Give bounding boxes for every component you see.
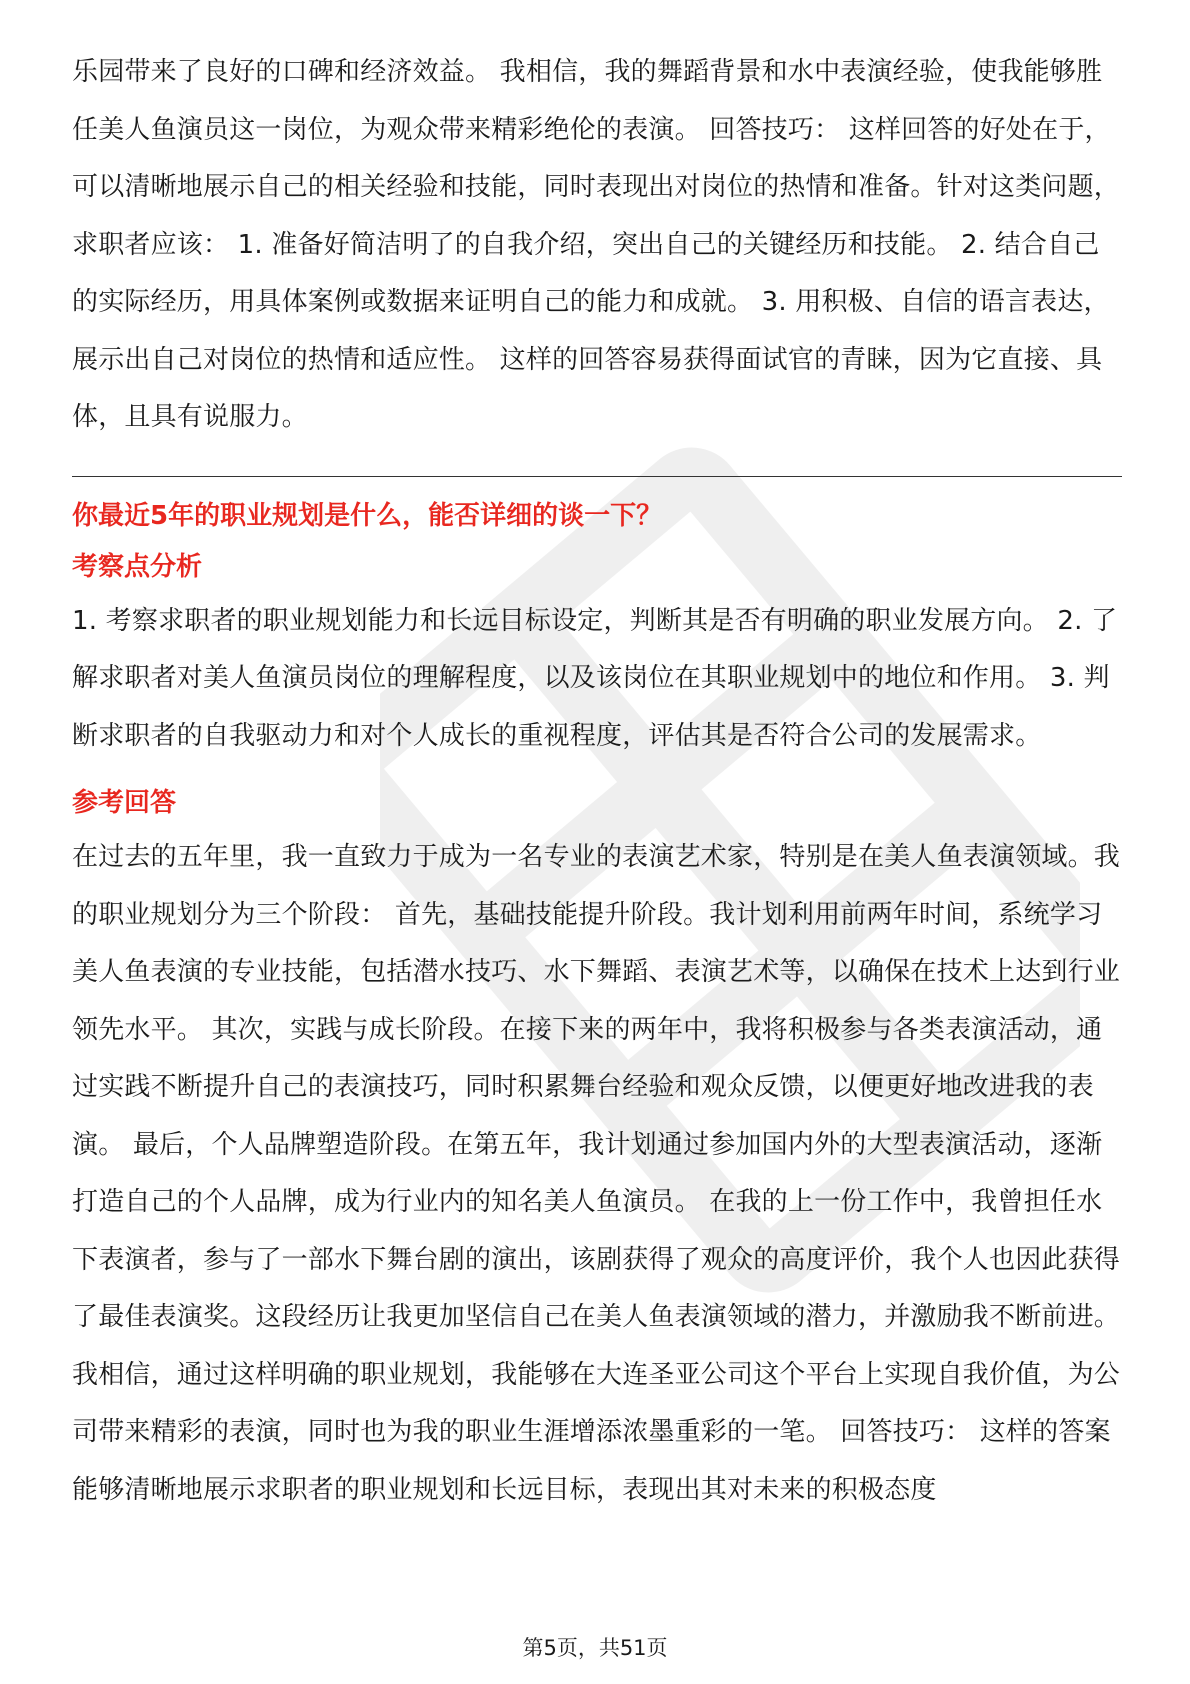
intro-paragraph: 乐园带来了良好的口碑和经济效益。 我相信，我的舞蹈背景和水中表演经验，使我能够胜任美人鱼演员这一岗位，为观众带来精彩绝伦的表演。 回答技巧： 这样回答的好处在于，可以清晰地展示自己的相关经验和技能，同时表现出对岗位的热情和准备。针对这类问题，求职者应该： 1. 准备好简洁明了的自我介绍，突出自己的关键经历和技能。 2. 结合自己的实际经历，用具体案例或数据来证明自己的能力和成就。 3. 用积极、自信的语言表达，展示出自己对岗位的热情和适应性。 这样的回答容易获得面试官的青睐，因为它直接、具体，且具有说服力。 [72,57,1121,432]
question-heading: 你最近5年的职业规划是什么，能否详细的谈一下？ [72,500,663,531]
section-divider [72,476,1122,477]
analysis-heading: 考察点分析 [72,551,203,582]
answer-heading: 参考回答 [72,788,177,818]
document-page [72,44,1122,1519]
analysis-body: 1. 考察求职者的职业规划能力和长远目标设定，判断其是否有明确的职业发展方向。 2. 了解求职者对美人鱼演员岗位的理解程度，以及该岗位在其职业规划中的地位和作用。 3. 判断求职者的自我驱动力和对个人成长的重视程度，评估其是否符合公司的发展需求。 [72,605,1118,751]
answer-body: 在过去的五年里，我一直致力于成为一名专业的表演艺术家，特别是在美人鱼表演领域。我的职业规划分为三个阶段： 首先，基础技能提升阶段。我计划利用前两年时间，系统学习美人鱼表演的专业技能，包括潜水技巧、水下舞蹈、表演艺术等，以确保在技术上达到行业领先水平。 其次，实践与成长阶段。在接下来的两年中，我将积极参与各类表演活动，通过实践不断提升自己的表演技巧，同时积累舞台经验和观众反馈，以便更好地改进我的表演。 最后，个人品牌塑造阶段。在第五年，我计划通过参加国内外的大型表演活动，逐渐打造自己的个人品牌，成为行业内的知名美人鱼演员。 在我的上一份工作中，我曾担任水下表演者，参与了一部水下舞台剧的演出，该剧获得了观众的高度评价，我个人也因此获得了最佳表演奖。这段经历让我更加坚信自己在美人鱼表演领域的潜力，并激励我不断前进。 我相信，通过这样明确的职业规划，我能够在大连圣亚公司这个平台上实现自我价值，为公司带来精彩的表演，同时也为我的职业生涯增添浓墨重彩的一笔。 回答技巧： 这样的答案能够清晰地展示求职者的职业规划和长远目标，表现出其对未来的积极态度 [72,842,1121,1505]
page-number-footer: 第5页，共51页 [522,1636,668,1660]
spacer [72,765,1122,777]
